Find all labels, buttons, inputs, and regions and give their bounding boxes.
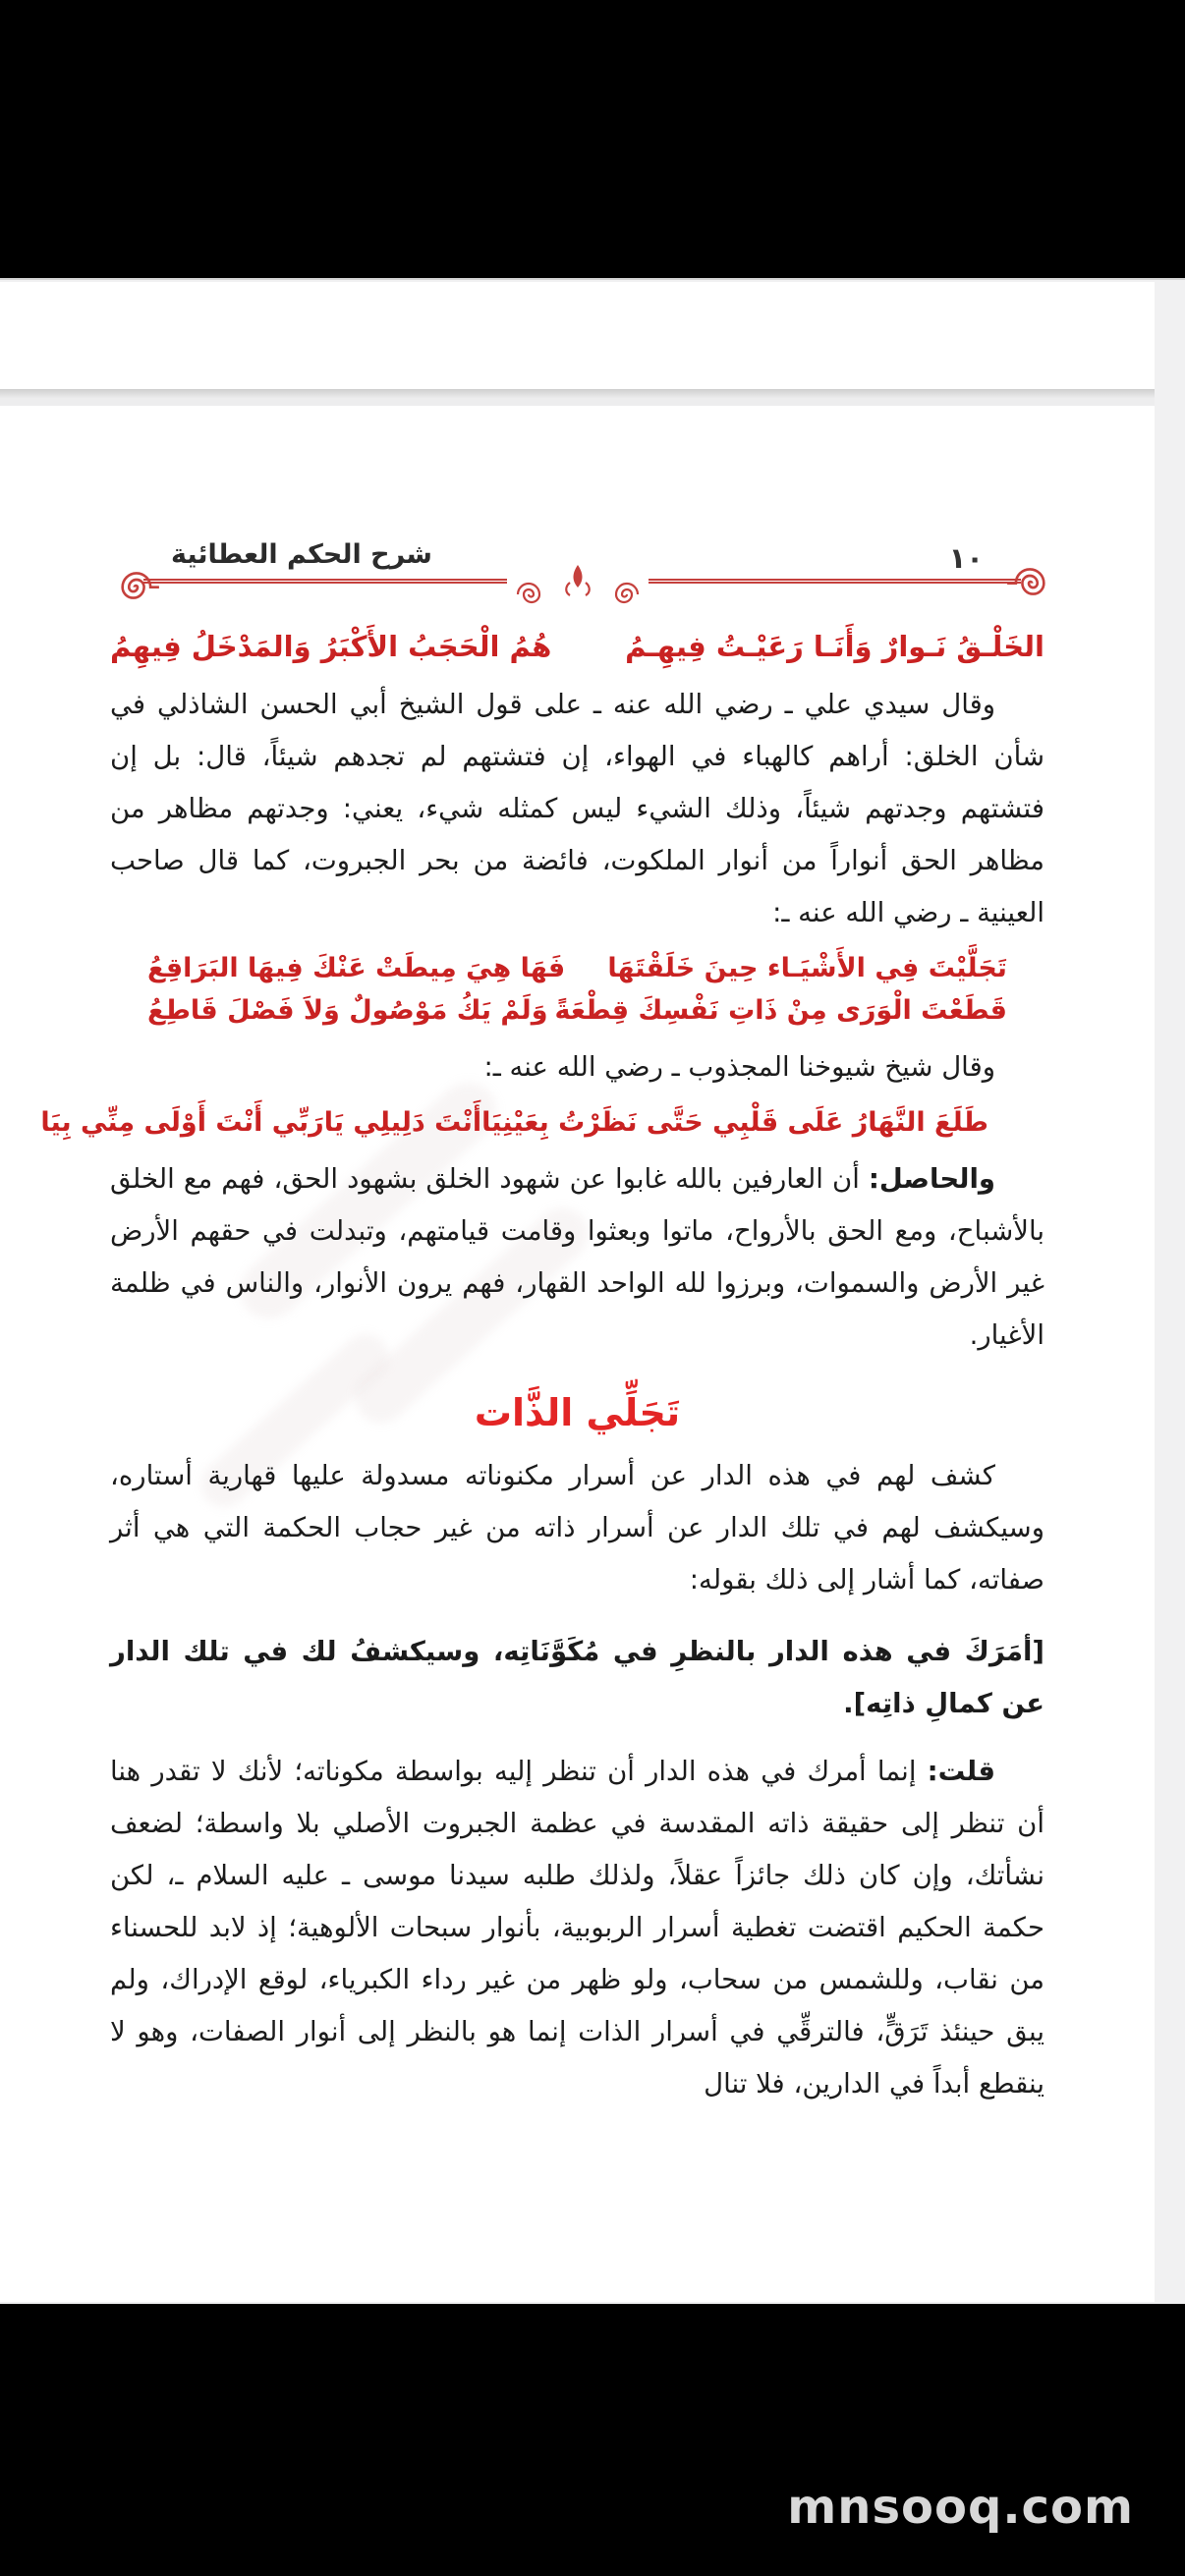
page-header [110,535,1044,610]
hemistich-left: فَهَا هِيَ مِيطَتْ عَنْكَ فِيهَا البَرَاقِعُ [147,953,566,983]
hemistich-right: الخَلْـقُ نَـوارٌ وَأَنَـا رَعَيْـتُ فِيهِـمُ [625,630,1044,663]
qult-text: إنما أمرك في هذه الدار أن تنظر إليه بواسطة مكوناته؛ لأنك لا تقدر هنا أن تنظر إلى حقيقة ذاته المقدسة في عظمة الجبروت الأصلي بلا واسطة؛ لضعف نشأتك، وإن كان ذلك جائزاً عقلاً، ولذلك طلبه سيدنا موسى ـ عليه السلام ـ، لكن حكمة الحكيم اقتضت تغطية أسرار الربوبية، بأنوار سبحات الألوهية؛ إذ لابد للحسناء من نقاب، وللشمس من سحاب، ولو ظهر من غير رداء الكبرياء، لوقع الإدراك، ولم يبق حينئذ تَرَقٍّ، فالترقِّي في أسرار الذات إنما هو بالنظر إلى أنوار الصفات، وهو لا ينقطع أبداً في الدارين، فلا تنال [110,1756,1044,2100]
hasil-text: أن العارفين بالله غابوا عن شهود الخلق بشهود الحق، فهم مع الخلق بالأشباح، ومع الحق بالأرواح، ماتوا وبعثوا وقامت قيامتهم، وتبدلت في حقهم الأرض غير الأرض والسموات، وبرزوا لله الواحد القهار، فهم يرون الأنوار، والناس في ظلمة الأغيار. [110,1163,1044,1351]
verse-majdhub [40,1107,988,1138]
hemistich-right: تَجَلَّيْتَ فِي الأَشْيَـاء حِينَ خَلَقْتَهَا [607,953,1007,983]
page-number: ١٠ [948,541,984,575]
qult-label: قلت: [927,1756,995,1787]
hemistich-left: أَنْتَ دَلِيلِي يَارَبِّي أَنْتَ أَوْلَى مِنِّي بِيَا [40,1107,482,1138]
paragraph-shadhili: وقال سيدي علي ـ رضي الله عنه ـ على قول الشيخ أبي الحسن الشاذلي في شأن الخلق: أراهم كالهباء في الهواء، إن فتشتهم لم تجدهم شيئاً، قال: بل إن فتشتهم وجدتهم شيئاً، وذلك الشيء ليس كمثله شيء، يعني: وجدتهم مظاهر من مظاهر الحق أنواراً من أنوار الملكوت، فائضة من بحر الجبروت، كما قال صاحب العينية ـ رضي الله عنه ـ: [110,689,1044,928]
page-content [0,406,1155,2110]
center-ornament-icon [507,555,649,612]
site-watermark: mnsooq.com [787,2480,1134,2535]
previous-page-edge [0,282,1155,389]
hemistich-right: قَطَعْتَ الْوَرَى مِنْ ذَاتِ نَفْسِكَ قِطْعَةً [554,995,1007,1026]
book-page [0,406,1155,2302]
section-heading: تَجَلِّي الذَّات [474,1391,681,1434]
hemistich-left: وَلَمْ يَكُ مَوْصُولٌ وَلاَ فَصْلَ قَاطِعُ [147,995,548,1026]
paragraph-qult [110,1746,1044,2110]
verse-ayniyya-2 [147,995,1007,1026]
verse-ayniyya-1 [147,953,1007,983]
hasil-label: والحاصل: [868,1163,995,1195]
paragraph-hasil [110,1153,1044,1362]
page-separator [0,389,1155,406]
paragraph-majdhub-intro: وقال شيخ شيوخنا المجذوب ـ رضي الله عنه ـ: [483,1051,995,1083]
hemistich-left: هُمُ الْحَجَبُ الأَكْبَرُ وَالمَدْخَلُ فِيهِمُ [110,630,552,663]
book-title: شرح الحكم العطائية [171,539,432,570]
spiral-ornament-icon [1007,553,1050,598]
hemistich-right: طَلَعَ النَّهَارُ عَلَى قَلْبِي حَتَّى نَظَرْتُ بِعَيْنِيَا [481,1107,988,1138]
spiral-ornament-icon [116,557,159,602]
hikam-quote: [أمَرَكَ في هذه الدار بالنظرِ في مُكَوَّنَاتِه، وسيكشفُ لك في تلك الدار عن كمالِ ذاتِه]. [110,1636,1044,1719]
paragraph-kashf: كشف لهم في هذه الدار عن أسرار مكنوناته مسدولة عليها قهارية أستاره، وسيكشف لهم في تلك الدار عن أسرار ذاته من غير حجاب الحكمة التي هي أثر صفاته، كما أشار إلى ذلك بقوله: [110,1460,1044,1596]
verse-opening [110,630,1044,663]
